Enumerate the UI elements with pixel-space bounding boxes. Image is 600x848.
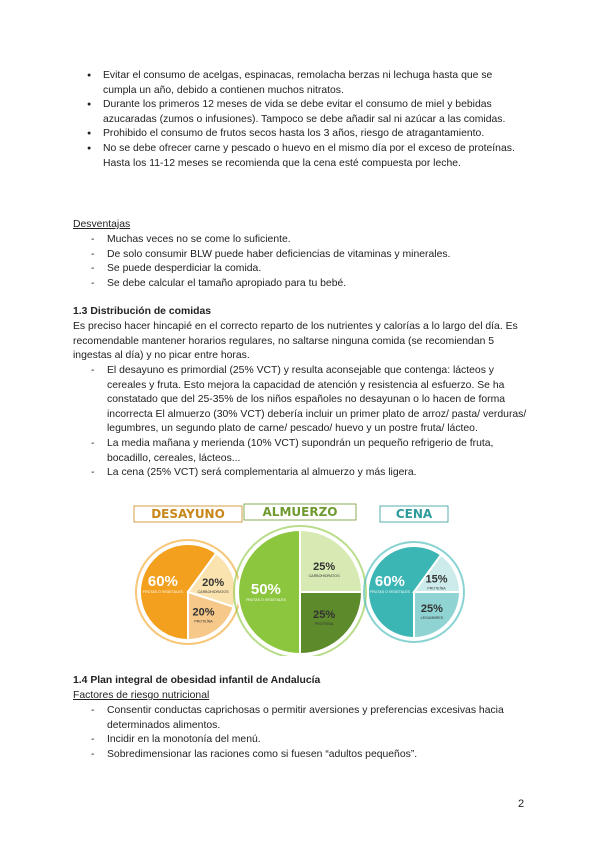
slice-percent-label: 50% [250,581,281,598]
intro-bullet-list [73,69,528,171]
slice-category-label: FRUTAS O VEGETALES [369,590,410,595]
slice-category-label: PROTEÍNA [194,619,213,624]
slice-category-label: LEGUMBRES [420,615,444,620]
list-item: - La cena (25% VCT) será complementaria al almuerzo y más ligera. [73,466,528,481]
slice-percent-label: 25% [313,609,336,622]
list-item: ● No se debe ofrecer carne y pescado o huevo en el mismo día por el exceso de proteínas. Hasta los 11-12 meses se recomienda que la cena esté compuesta por leche. [73,142,528,171]
desventajas-title: Desventajas [73,219,131,230]
section-heading-1-4: 1.4 Plan integral de obesidad infantil de Andalucía [73,675,321,686]
list-item: - Sobredimensionar las raciones como si fuesen “adultos pequeños”. [73,748,528,763]
slice-category-label: FRUTAS O VEGETALES [142,589,183,594]
slice-percent-label: 60% [374,573,405,591]
slice-percent-label: 25% [420,602,443,615]
slice-percent-label: 60% [147,572,178,590]
slice-category-label: PROTEÍNA [427,586,446,591]
list-item: - Muchas veces no se come lo suficiente. [73,233,528,248]
list-item: - Incidir en la monotonía del menú. [73,733,528,748]
list-item: - Se debe calcular el tamaño apropiado para tu bebé. [73,277,528,292]
list-item: - La media mañana y merienda (10% VCT) supondrán un pequeño refrigerio de fruta, bocadillo, cereales, lácteos... [73,437,528,466]
meal-distribution-chart [132,502,468,656]
list-item: - Consentir conductas caprichosas o permitir aversiones y preferencias excesivas hacia determinados alimentos. [73,704,528,733]
section-paragraph: Es preciso hacer hincapié en el correcto reparto de los nutrientes y calorías a lo largo del día. Es recomendable mantener horarios regulares, no saltarse ninguna comida (se recomiendan 5 ingestas al día) y no picar entre horas. [73,321,518,362]
slice-category-label: CARBOHIDRATOS [197,589,229,594]
list-item: - Se puede desperdiciar la comida. [73,262,528,277]
list-item: - De solo consumir BLW puede haber deficiencias de vitaminas y minerales. [73,248,528,263]
slice-category-label: PROTEÍNA [314,622,334,627]
section-heading-1-3: 1.3 Distribución de comidas [73,306,212,317]
risk-factors-list [73,704,528,762]
chart-title: ALMUERZO [262,505,338,519]
slice-category-label: FRUTAS O VEGETALES [245,598,286,602]
slice-percent-label: 25% [313,560,336,573]
distribution-list [73,364,528,481]
slice-percent-label: 15% [425,573,448,586]
list-item: ● Durante los primeros 12 meses de vida se debe evitar el consumo de miel y bebidas azucaradas (zumos o infusiones). Tampoco se debe añadir sal ni azúcar a las comidas. [73,98,528,127]
chart-title: CENA [395,507,433,521]
slice-category-label: CARBOHIDRATOS [308,573,340,578]
desventajas-list [73,233,528,291]
chart-title: DESAYUNO [151,507,225,521]
page-number: 2 [518,798,525,810]
list-item: ● Evitar el consumo de acelgas, espinacas, remolacha berzas ni lechuga hasta que se cumpla un año, debido a contienen muchos nitratos. [73,69,528,98]
slice-percent-label: 20% [202,576,225,589]
risk-factors-subtitle: Factores de riesgo nutricional [73,690,210,701]
list-item: ● Prohibido el consumo de frutos secos hasta los 3 años, riesgo de atragantamiento. [73,127,528,142]
slice-percent-label: 20% [192,606,215,619]
list-item: - El desayuno es primordial (25% VCT) y resulta aconsejable que contenga: lácteos y cereales y fruta. Esto mejora la capacidad de atención y resistencia al esfuerzo. Se ha constatado que del 25-35% de los niños españoles no desayunan o lo hacen de forma incorrecta El almuerzo (30% VCT) debería incluir un primer plato de arroz/ pasta/ verduras/ legumbres, un segundo plato de carne/ pescado/ huevo y un postre fruta/ lácteo. [73,364,528,437]
